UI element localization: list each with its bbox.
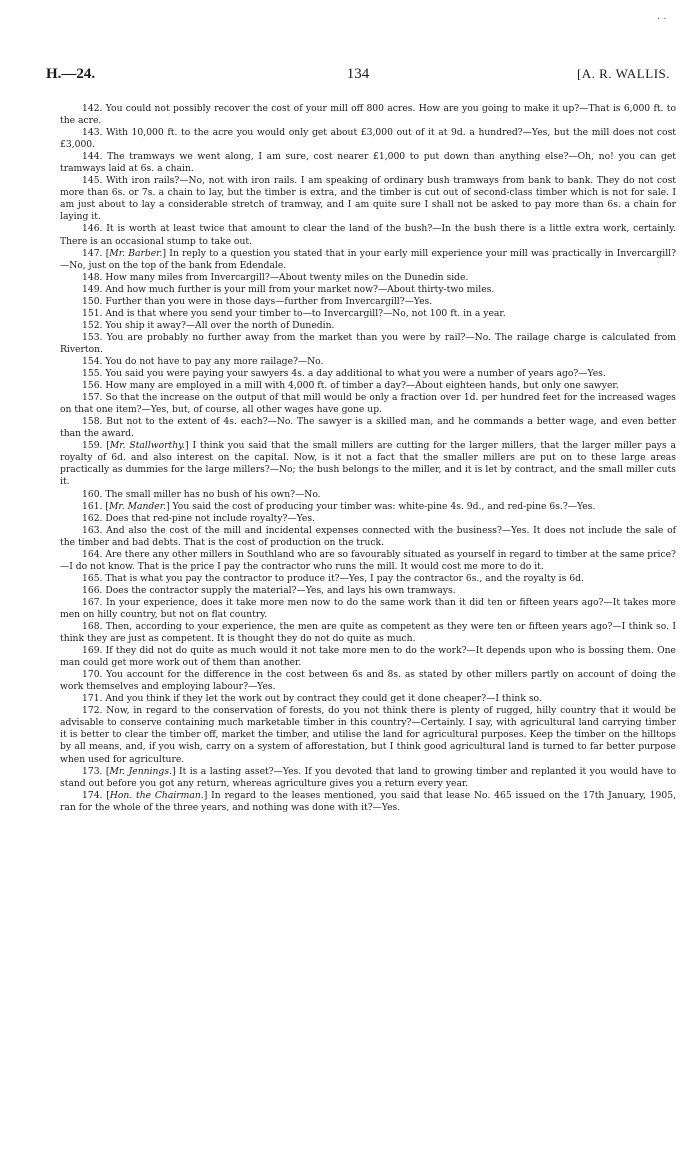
testimony-paragraph: 167. In your experience, does it take more men now to do the same work than it did ten or fifteen years ago?—It takes more men on hilly country, but not on flat country. — [60, 596, 676, 620]
testimony-paragraph: 164. Are there any other millers in Southland who are so favourably situated as yourself in regard to timber at the same price?—I do not know. That is the price I pay the contractor who runs the mill. It would cost me more to do it. — [60, 548, 676, 572]
testimony-paragraph: 160. The small miller has no bush of his own?—No. — [82, 488, 321, 500]
speaker-name: Hon. the Chairman. — [109, 789, 204, 801]
testimony-paragraph: 154. You do not have to pay any more railage?—No. — [82, 355, 324, 367]
question-answer-text: ] It is a lasting asset?—Yes. If you devoted that land to growing timber and replanted it you would have to stand out before you got any return, whereas agriculture gives you a return every year. — [60, 765, 676, 789]
testimony-paragraph: 148. How many miles from Invercargill?—About twenty miles on the Dunedin side. — [82, 271, 469, 283]
question-answer-text: ] In reply to a question you stated that in your early mill experience your mill was practically in Invercargill?—No, just on the top of the bank from Edendale. — [60, 247, 676, 271]
header-page-number: 134 — [346, 66, 370, 82]
testimony-paragraph: 157. So that the increase on the output of that mill would be only a fraction over 1d. per hundred feet for the increased wages on that one item?—Yes, but, of course, all other wages have gone up. — [60, 392, 676, 416]
testimony-paragraph: 145. With iron rails?—No, not with iron rails. I am speaking of ordinary bush tramways from bank to bank. They do not cost more than 6s. or 7s. a chain to lay, but the timber is extra, and the timber is cut out of second-class timber which is not for sale. I am just about to lay a considerable stretch of tramway, and I am quite sure I shall not be asked to pay more than 6s. a chain for laying it. — [60, 175, 676, 223]
testimony-paragraph — [60, 766, 676, 790]
question-answer-text: ] You said the cost of producing your timber was: white-pine 4s. 9d., and red-pine 6s.?—Yes. — [166, 500, 596, 512]
question-answer-text: ] In regard to the leases mentioned, you said that lease No. 465 issued on the 17th January, 1905, ran for the whole of the three years, and nothing was done with it?—Yes. — [60, 789, 676, 813]
testimony-paragraph: 169. If they did not do quite as much would it not take more men to do the work?—It depends upon who is bossing them. One man could get more work out of them than another. — [60, 645, 676, 669]
speaker-name: Mr. Barber. — [109, 247, 163, 259]
testimony-paragraph: 166. Does the contractor supply the material?—Yes, and lays his own tramways. — [82, 584, 456, 596]
question-answer-text: ] I think you said that the small millers are cutting for the larger millers, that the larger miller pays a royalty of 6d. and also interest on the capital. Now, is it not a fact that the smaller millers are put on to these large areas practically as dummies for the large millers?—No; the bush belongs to the miller, and it is let by contract, and the small miller cuts it. — [60, 440, 676, 488]
testimony-paragraph: 150. Further than you were in those days—further from Invercargill?—Yes. — [82, 295, 433, 307]
testimony-paragraph: 165. That is what you pay the contractor to produce it?—Yes, I pay the contractor 6s., and the royalty is 6d. — [82, 572, 584, 584]
testimony-paragraph: 151. And is that where you send your timber to—to Invercargill?—No, not 100 ft. in a year. — [82, 307, 506, 319]
question-number: 159. [ — [82, 440, 110, 452]
speaker-name: Mr. Mander. — [108, 500, 167, 512]
testimony-paragraph: 146. It is worth at least twice that amount to clear the land of the bush?—In the bush there is a little extra work, certainly. There is an occasional stump to take out. — [60, 223, 676, 247]
testimony-paragraph: 170. You account for the difference in the cost between 6s and 8s. as stated by other millers partly on account of doing the work themselves and employing labour?—Yes. — [60, 669, 676, 693]
testimony-paragraph: 153. You are probably no further away from the market than you were by rail?—No. The railage charge is calculated from Riverton. — [60, 331, 676, 355]
speaker-name: Mr. Stallworthy. — [109, 440, 186, 452]
margin-mark: · · — [657, 14, 667, 25]
testimony-paragraph: 163. And also the cost of the mill and incidental expenses connected with the business?—Yes. It does not include the sale of the timber and bad debts. That is the cost of production on the truck. — [60, 524, 676, 548]
speaker-name: Mr. Jennings. — [109, 765, 172, 777]
testimony-paragraph: 171. And you think if they let the work out by contract they could get it done cheaper?—I think so. — [82, 693, 542, 705]
page-header — [46, 66, 670, 86]
testimony-paragraph — [60, 440, 676, 488]
testimony-paragraph — [60, 501, 676, 513]
testimony-body — [60, 103, 676, 814]
testimony-paragraph: 149. And how much further is your mill from your market now?—About thirty-two miles. — [82, 283, 495, 295]
testimony-paragraph: 152. You ship it away?—All over the north of Dunedin. — [82, 319, 335, 331]
header-witness-name: [A. R. WALLIS. — [576, 66, 670, 81]
testimony-paragraph: 156. How many are employed in a mill with 4,000 ft. of timber a day?—About eighteen hands, but only one sawyer. — [82, 380, 619, 392]
question-number: 173. [ — [82, 765, 110, 777]
testimony-paragraph — [60, 790, 676, 814]
testimony-paragraph: 158. But not to the extent of 4s. each?—No. The sawyer is a skilled man, and he commands a better wage, and even better than the award. — [60, 416, 676, 440]
testimony-paragraph: 172. Now, in regard to the conservation of forests, do you not think there is plenty of rugged, hilly country that it would be advisable to conserve containing much marketable timber in this country?—Certainly. I say, with agricultural land carrying timber it is better to clear the timber off, market the timber, and utilise the land for agricultural purposes. Keep the timber on the hilltops by all means, and, if you wish, carry on a system of afforestation, but I think good agricultural land is turned to far better purpose when used for agriculture. — [60, 705, 676, 765]
testimony-paragraph: 162. Does that red-pine not include royalty?—Yes. — [82, 512, 315, 524]
testimony-paragraph: 143. With 10,000 ft. to the acre you would only get about £3,000 out of it at 9d. a hundred?—Yes, but the mill does not cost £3,000. — [60, 127, 676, 151]
header-document-code: H.—24. — [46, 66, 96, 82]
testimony-paragraph: 144. The tramways we went along, I am sure, cost nearer £1,000 to put down than anything else?—Oh, no! you can get tramways laid at 6s. a chain. — [60, 151, 676, 175]
question-number: 174. [ — [82, 789, 110, 801]
question-number: 161. [ — [82, 500, 109, 512]
testimony-paragraph: 155. You said you were paying your sawyers 4s. a day additional to what you were a number of years ago?—Yes. — [82, 368, 606, 380]
testimony-paragraph: 142. You could not possibly recover the cost of your mill off 800 acres. How are you going to make it up?—That is 6,000 ft. to the acre. — [60, 103, 676, 127]
question-number: 147. [ — [82, 247, 110, 259]
testimony-paragraph: 168. Then, according to your experience, the men are quite as competent as they were ten or fifteen years ago?—I think so. I think they are just as competent. It is thought they do not do quite as much. — [60, 621, 676, 645]
testimony-paragraph — [60, 248, 676, 272]
